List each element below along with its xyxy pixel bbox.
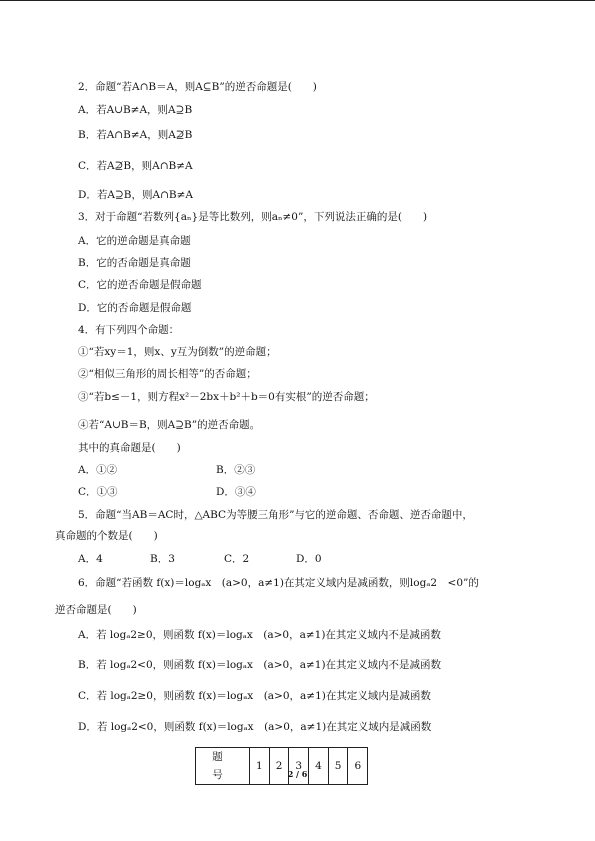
q6-option-c: C．若 logₐ2≥0，则函数 f(x)＝logₐx (a>0，a≠1)在其定义域内是减函数 [78,690,431,702]
q4-proposition-2: ②“相似三角形的周长相等”的否命题； [78,368,257,380]
q6-option-b: B．若 logₐ2<0，则函数 f(x)＝logₐx (a>0，a≠1)在其定义域内不是减函数 [78,659,442,671]
q4-proposition-1: ①“若xy＝1，则x、y互为倒数”的逆命题； [78,346,277,358]
q4-option-a: A．①② [78,464,118,476]
answer-cell-2[interactable]: 2 [269,748,289,785]
question-3: 3．对于命题“若数列{aₙ}是等比数列，则aₙ≠0”，下列说法正确的是( ) [78,211,428,223]
q5-option-b: B．3 [150,553,175,565]
answer-cell-4[interactable]: 4 [309,748,329,785]
q4-option-c: C．①③ [78,486,118,498]
q5-options-row [78,552,378,566]
q4-proposition-3: ③“若b≤－1，则方程x²－2bx＋b²＋b＝0有实根”的逆否命题； [78,391,375,403]
answer-table-header: 题 号 [196,748,250,785]
q6-option-d: D．若 logₐ2<0，则函数 f(x)＝logₐx (a>0，a≠1)在其定义域内是减函数 [78,721,432,733]
answer-cell-1[interactable]: 1 [250,748,270,785]
q3-option-d: D．它的否命题是假命题 [78,302,192,314]
q5-option-a: A．4 [78,553,103,565]
question-5: 5．命题“当AB＝AC时，△ABC为等腰三角形”与它的逆命题、否命题、逆否命题中， [78,509,473,521]
q4-proposition-4: ④若“A∪B＝B，则A⊇B”的逆否命题。 [78,419,261,431]
q2-option-d: D．若A⊇B，则A∩B≠A [78,189,193,201]
q5-option-d: D．0 [296,553,322,565]
question-6: 6．命题“若函数 f(x)＝logₐx (a>0，a≠1)在其定义域内是减函数，则logₐ2 <0”的 [78,577,479,589]
q6-option-a: A．若 logₐ2≥0，则函数 f(x)＝logₐx (a>0，a≠1)在其定义域内不是减函数 [78,629,441,641]
question-2: 2．命题“若A∩B＝A，则A⊆B”的逆否命题是( ) [78,81,317,93]
question-6-cont: 逆否命题是( ) [55,604,137,616]
q3-option-b: B．它的否命题是真命题 [78,257,191,269]
q2-option-a: A．若A∪B≠A，则A⊇B [78,104,193,116]
q2-option-b: B．若A∩B≠A，则A⊉B [78,129,193,141]
question-4: 4．有下列四个命题： [78,324,180,336]
answer-cell-3[interactable]: 3 [289,748,309,785]
q5-option-c: C．2 [224,553,250,565]
q2-option-c: C．若A⊉B，则A∩B≠A [78,160,193,172]
page-number: 2 / 6 [287,769,308,779]
q4-options-row-2 [78,485,378,499]
q3-option-c: C．它的逆否命题是假命题 [78,279,202,291]
q4-prompt: 其中的真命题是( ) [78,442,181,454]
page-top-rule [0,0,595,1]
q4-option-d: D．③④ [216,486,256,498]
answer-cell-6[interactable]: 6 [348,748,368,785]
q4-options-row-1 [78,463,378,477]
answer-table [195,747,368,785]
question-5-cont: 真命题的个数是( ) [55,530,158,542]
answer-cell-5[interactable]: 5 [328,748,348,785]
q4-option-b: B．②③ [216,464,256,476]
q3-option-a: A．它的逆命题是真命题 [78,235,191,247]
